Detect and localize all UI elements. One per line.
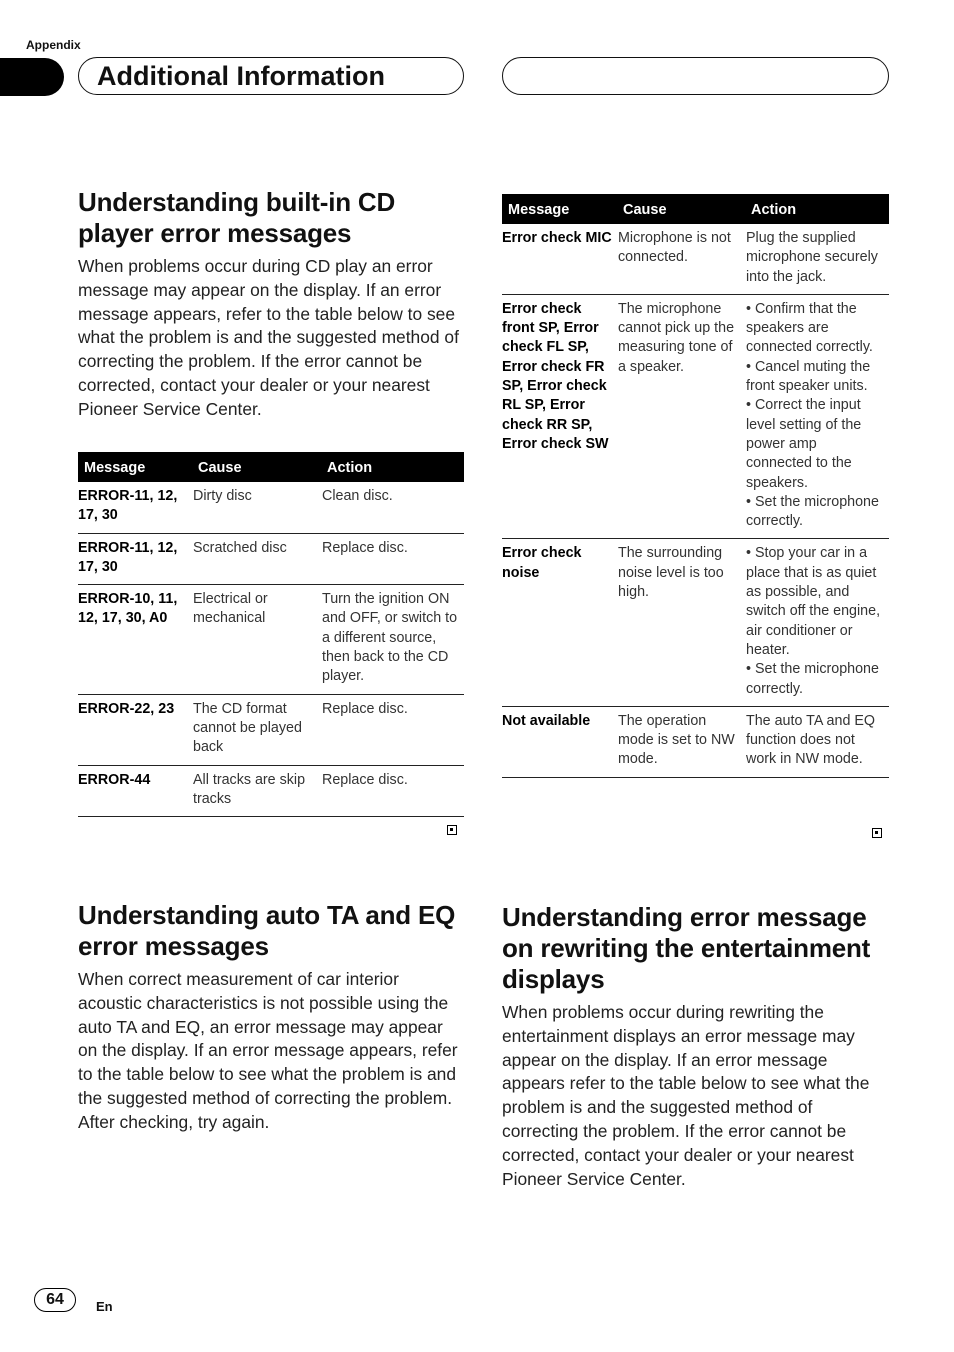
table-row <box>502 706 889 777</box>
row-action: Replace disc. <box>322 539 408 556</box>
cd-section <box>78 187 464 422</box>
rewrite-section-title: Understanding error message on rewriting the entertainment displays <box>502 902 871 994</box>
table-row <box>78 533 464 585</box>
table-row <box>502 539 889 706</box>
header-cause: Cause <box>193 452 322 482</box>
breadcrumb: Appendix <box>26 38 81 52</box>
row-action: Turn the ignition ON and OFF, or switch to a different source, then back to the CD player. <box>322 591 458 685</box>
cd-section-body: When problems occur during CD play an error message may appear on the display. If an error message appears, refer to the table below to see what the problem is and the suggested method of correcting the problem. If the error cannot be corrected, contact your dealer or your nearest Pioneer Service Center. <box>78 256 459 419</box>
cd-section-title: Understanding built-in CD player error messages <box>78 187 396 248</box>
row-message: Error check noise <box>502 545 582 581</box>
table-row <box>78 765 464 817</box>
ta-eq-section-body: When correct measurement of car interior acoustic characteristics is not possible using the auto TA and EQ, an error message may appear on the display. If an error message appears, refer to the table below to see what the problem is and the suggested method of correcting the problem. After checking, try again. <box>78 969 458 1132</box>
row-message: ERROR-11, 12, 17, 30 <box>78 488 178 524</box>
row-message: ERROR-11, 12, 17, 30 <box>78 539 178 575</box>
table-header-row <box>78 452 464 482</box>
row-message: ERROR-44 <box>78 771 151 788</box>
table-row <box>78 694 464 765</box>
page-number: 64 <box>34 1288 76 1312</box>
end-of-section-icon <box>872 828 882 838</box>
ta-eq-error-table <box>502 194 889 778</box>
row-cause: Scratched disc <box>193 539 287 556</box>
header-message: Message <box>78 452 193 482</box>
row-message: Error check front SP, Error check FL SP, Error check FR SP, Error check RL SP, Error check RR SP, Error check SW <box>502 300 609 452</box>
table-row <box>502 294 889 539</box>
language-code: En <box>96 1299 113 1314</box>
ta-eq-section <box>78 900 464 1135</box>
row-cause: The CD format cannot be played back <box>193 700 302 756</box>
row-message: Error check MIC <box>502 230 612 246</box>
header-message: Message <box>502 194 618 224</box>
empty-header-frame <box>502 57 889 95</box>
table-header-row <box>502 194 889 224</box>
table-row <box>502 224 889 294</box>
table-row <box>78 482 464 533</box>
row-action: Plug the supplied microphone securely into the jack. <box>746 230 878 285</box>
section-tab-marker <box>0 58 64 96</box>
row-action: The auto TA and EQ function does not work in NW mode. <box>746 712 876 768</box>
row-cause: The operation mode is set to NW mode. <box>618 712 735 768</box>
row-action: Clean disc. <box>322 488 393 504</box>
row-action: Replace disc. <box>322 771 408 788</box>
row-cause: The microphone cannot pick up the measuring tone of a speaker. <box>618 300 735 375</box>
table-row <box>78 585 464 694</box>
section-title: Additional Information <box>97 61 385 91</box>
header-action: Action <box>322 452 464 482</box>
row-message: ERROR-22, 23 <box>78 700 175 717</box>
row-cause: Microphone is not connected. <box>618 230 731 266</box>
row-action: Replace disc. <box>322 700 408 717</box>
header-action: Action <box>746 194 889 224</box>
rewrite-section <box>502 902 889 1191</box>
row-message: ERROR-10, 11, 12, 17, 30, A0 <box>78 591 178 627</box>
rewrite-section-body: When problems occur during rewriting the entertainment displays an error message may appear on the display. If an error message appears refer to the table below to see what the problem is and the suggested method of correcting the problem. If the error cannot be corrected, contact your dealer or your nearest Pioneer Service Center. <box>502 1002 870 1189</box>
row-action: • Stop your car in a place that is as quiet as possible, and switch off the engine, air conditioner or heater. • Set the microphone correctly. <box>746 545 881 697</box>
row-cause: Dirty disc <box>193 488 252 504</box>
cd-error-table <box>78 452 464 817</box>
ta-eq-section-title: Understanding auto TA and EQ error messages <box>78 900 456 961</box>
header-cause: Cause <box>618 194 746 224</box>
end-of-section-icon <box>447 825 457 835</box>
row-cause: The surrounding noise level is too high. <box>618 545 724 601</box>
row-cause: All tracks are skip tracks <box>193 771 306 807</box>
row-message: Not available <box>502 712 591 729</box>
row-cause: Electrical or mechanical <box>193 591 268 627</box>
row-action: • Confirm that the speakers are connected correctly. • Cancel muting the front speaker units. • Correct the input level setting of the power amp connected to the speakers. • Set the microphone correctly. <box>746 300 879 530</box>
